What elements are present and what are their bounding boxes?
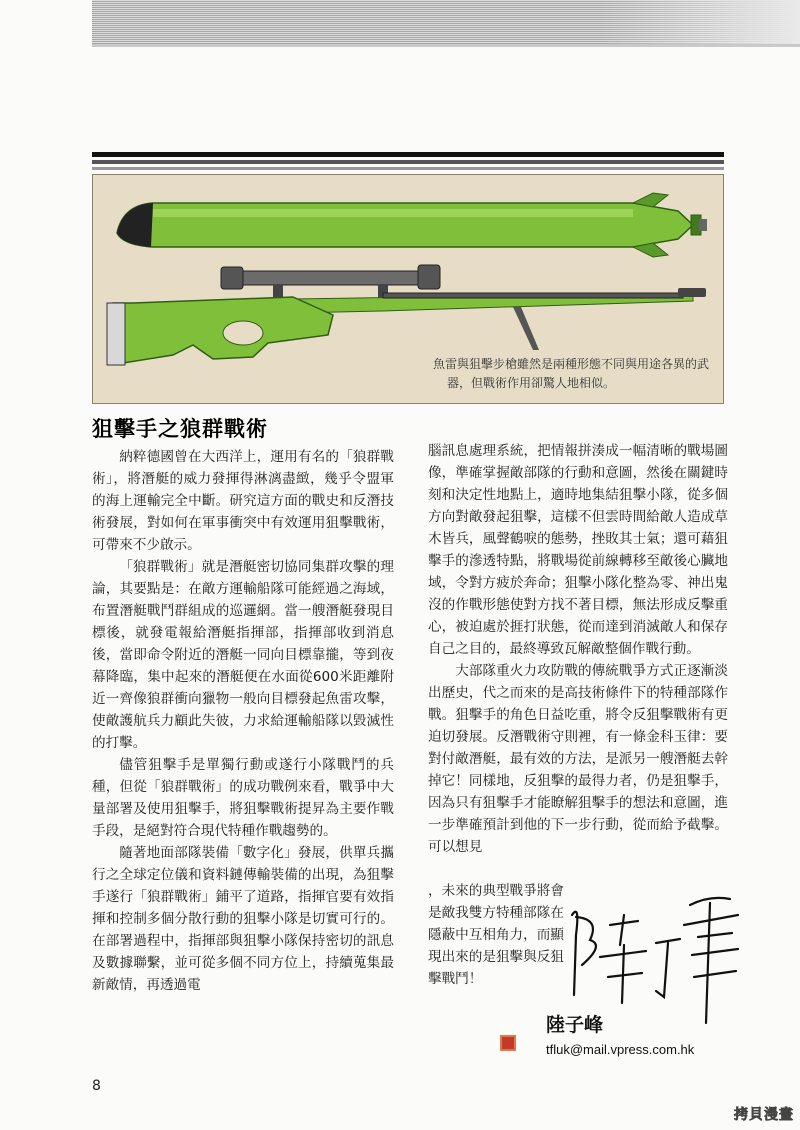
section-rule — [92, 160, 724, 164]
closing-paragraph: ，未來的典型戰爭將會是敵我雙方特種部隊在隱蔽中互相角力，而顯現出來的是狙擊與反狙擊戰鬥！ — [428, 883, 564, 987]
paragraph: 納粹德國曾在大西洋上，運用有名的「狼群戰術」，將潛艇的威力發揮得淋漓盡緻，幾乎令盟軍的海上運輸完全中斷。研究這方面的戰史和反潛技術發展，對如何在軍事衝突中有效運用狙擊戰術，可帶來不少啟示。 — [92, 449, 394, 553]
author-stamp-icon — [500, 1035, 516, 1051]
author-email: tfluk@mail.vpress.com.hk — [546, 1042, 695, 1057]
page-number: 8 — [92, 1078, 101, 1094]
weapons-illustration — [92, 174, 724, 404]
paragraph: 儘管狙擊手是單獨行動或遂行小隊戰鬥的兵種，但從「狼群戰術」的成功戰例來看，戰爭中大量部署及使用狙擊手，將狙擊戰術提昇為主要作戰手段，是絕對符合現代特種作戰趨勢的。 — [92, 757, 394, 839]
author-name: 陸子峰 — [546, 1014, 604, 1036]
paragraph: 腦訊息處理系統，把情報拼湊成一幅清晰的戰場圖像，準確掌握敵部隊的行動和意圖，然後在關鍵時刻和決定性地點上，適時地集結狙擊小隊，從多個方向對敵發起狙擊，這樣不但雲時間給敵人造成草木皆兵，風聲鶴唳的態勢，挫敗其士氣；還可藉狙擊手的滲透特點，將戰場從前線轉移至敵後心臟地域，令對方疲於奔命；狙擊小隊化整為零、神出鬼沒的作戰形態使對方找不著目標，無法形成反擊重心，被迫處於捱打狀態，從而達到消滅敵人和保存自己之目的，最終導致瓦解敵整個作戰行動。 — [428, 443, 728, 657]
paragraph: 隨著地面部隊裝備「數字化」發展，供單兵攜行之全球定位儀和資料鏈傳輸裝備的出現，為狙擊手遂行「狼群戰術」鋪平了道路，指揮官要有效指揮和控制多個分散行動的狙擊小隊是切實可行的。在部署過程中，指揮部與狙擊小隊保持密切的訊息及數據聯繫，並可從多個不同方位上，持續蒐集最新敵情，再透過電 — [92, 845, 394, 993]
header-shadow — [92, 44, 800, 47]
article-closing — [428, 880, 568, 990]
header-band — [92, 0, 800, 44]
article-title: 狙擊手之狼群戰術 — [92, 417, 268, 441]
article-right-column — [428, 440, 728, 858]
paragraph: 大部隊重火力攻防戰的傳統戰爭方式正逐漸淡出歷史，代之而來的是高技術條件下的特種部隊作戰。狙擊手的角色日益吃重，將令反狙擊戰術有更迫切發展。反潛戰術守則裡，有一條金科玉律：要對付敵潛艇，最有效的方法，是派另一艘潛艇去幹掉它！同樣地，反狙擊的最得力者，仍是狙擊手，因為只有狙擊手才能瞭解狙擊手的想法和意圖，進一步準確預計到他的下一步行動，從而給予截擊。可以想見 — [428, 663, 728, 855]
section-rule — [92, 152, 724, 157]
torpedo-icon — [117, 193, 707, 257]
article-left-column — [92, 446, 394, 996]
watermark: 拷貝漫畫 — [734, 1107, 794, 1123]
illustration-caption: 魚雷與狙擊步槍雖然是兩種形態不同與用途各異的武器，但戰術作用卻驚人地相似。 — [433, 357, 710, 390]
section-rule — [92, 167, 724, 170]
sniper-rifle-icon — [107, 265, 706, 365]
paragraph: 「狼群戰術」就是潛艇密切協同集群攻擊的理論，其要點是：在敵方運輸船隊可能經過之海域，布置潛艇戰鬥群組成的巡邏網。當一艘潛艇發現目標後，就發電報給潛艇指揮部，指揮部收到消息後，當即命令附近的潛艇一同向目標靠攏，等到夜幕降臨，集中起來的潛艇便在水面從600米距離附近一齊像狼群衝向獵物一般向目標發起魚雷攻擊，使敵護航兵力顧此失彼，力求給運輸船隊以毀滅性的打擊。 — [92, 559, 394, 751]
